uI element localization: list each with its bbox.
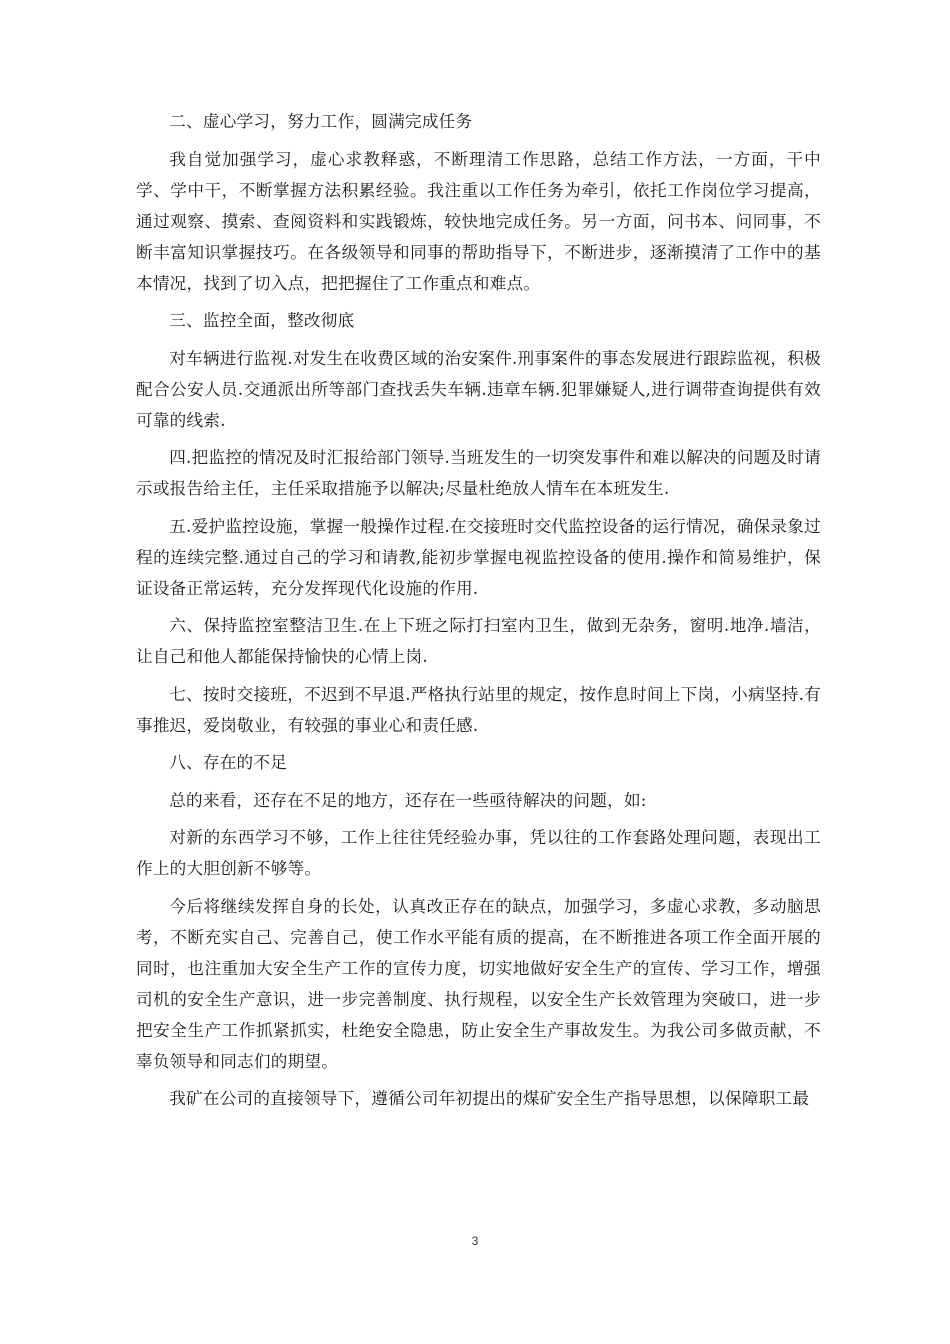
section-heading-8: 八、存在的不足 (169, 753, 288, 772)
section-heading-3: 三、监控全面，整改彻底 (169, 311, 355, 330)
paragraph-study: 我自觉加强学习，虚心求教释惑，不断理清工作思路，总结工作方法，一方面，干中学、学中干，不断掌握方法积累经验。我注重以工作任务为牵引，依托工作岗位学习提高，通过观察、摸索、查阅资料和实践锻炼，较快地完成任务。另一方面，问书本、问同事，不断丰富知识掌握技巧。在各级领导和同事的帮助指导下，不断进步，逐渐摸清了工作中的基本情况，找到了切入点，把把握住了工作重点和难点。 (136, 149, 821, 293)
paragraph-future-plans: 今后将继续发挥自身的长处，认真改正存在的缺点，加强学习，多虚心求教，多动脑思考，不断充实自己、完善自己，使工作水平能有质的提高，在不断推进各项工作全面开展的同时，也注重加大安全生产工作的宣传力度，切实地做好安全生产的宣传、学习工作，增强司机的安全生产意识，进一步完善制度、执行规程，以安全生产长效管理为突破口，进一步把安全生产工作抓紧抓实，杜绝安全隐患，防止安全生产事故发生。为我公司多做贡献，不辜负领导和同志们的期望。 (136, 896, 821, 1071)
paragraph-mine-leadership: 我矿在公司的直接领导下，遵循公司年初提出的煤矿安全生产指导思想，以保障职工最 (169, 1089, 810, 1108)
paragraph-summary: 总的来看，还存在不足的地方，还存在一些亟待解决的问题，如: (169, 790, 647, 810)
page-number: 3 (471, 1234, 479, 1248)
paragraph-cleanliness: 六、保持监控室整洁卫生.在上下班之际打扫室内卫生，做到无杂务，窗明.地净.墙洁，让自己和他人都能保持愉快的心情上岗. (136, 616, 821, 666)
paragraph-equipment-care: 五.爱护监控设施，掌握一般操作过程.在交接班时交代监控设备的运行情况，确保录象过程的连续完整.通过自己的学习和请教,能初步掌握电视监控设备的使用.操作和简易维护，保证设备正常运转，充分发挥现代化设施的作用. (136, 516, 821, 598)
document-body (136, 106, 821, 1121)
section-heading-2: 二、虚心学习，努力工作，圆满完成任务 (169, 112, 473, 131)
paragraph-reporting: 四.把监控的情况及时汇报给部门领导.当班发生的一切突发事件和难以解决的问题及时请示或报告给主任，主任采取措施予以解决;尽量杜绝放人情车在本班发生. (136, 448, 821, 498)
paragraph-shortcomings: 对新的东西学习不够，工作上往往凭经验办事，凭以往的工作套路处理问题，表现出工作上的大胆创新不够等。 (136, 828, 821, 878)
paragraph-vehicle-monitoring: 对车辆进行监视.对发生在收费区域的治安案件.刑事案件的事态发展进行跟踪监视，积极配合公安人员.交通派出所等部门查找丢失车辆.违章车辆.犯罪嫌疑人,进行调带查询提供有效可靠的线索. (136, 348, 821, 430)
paragraph-punctuality: 七、按时交接班，不迟到不早退.严格执行站里的规定，按作息时间上下岗，小病坚持.有事推迟，爱岗敬业，有较强的事业心和责任感. (136, 684, 821, 735)
